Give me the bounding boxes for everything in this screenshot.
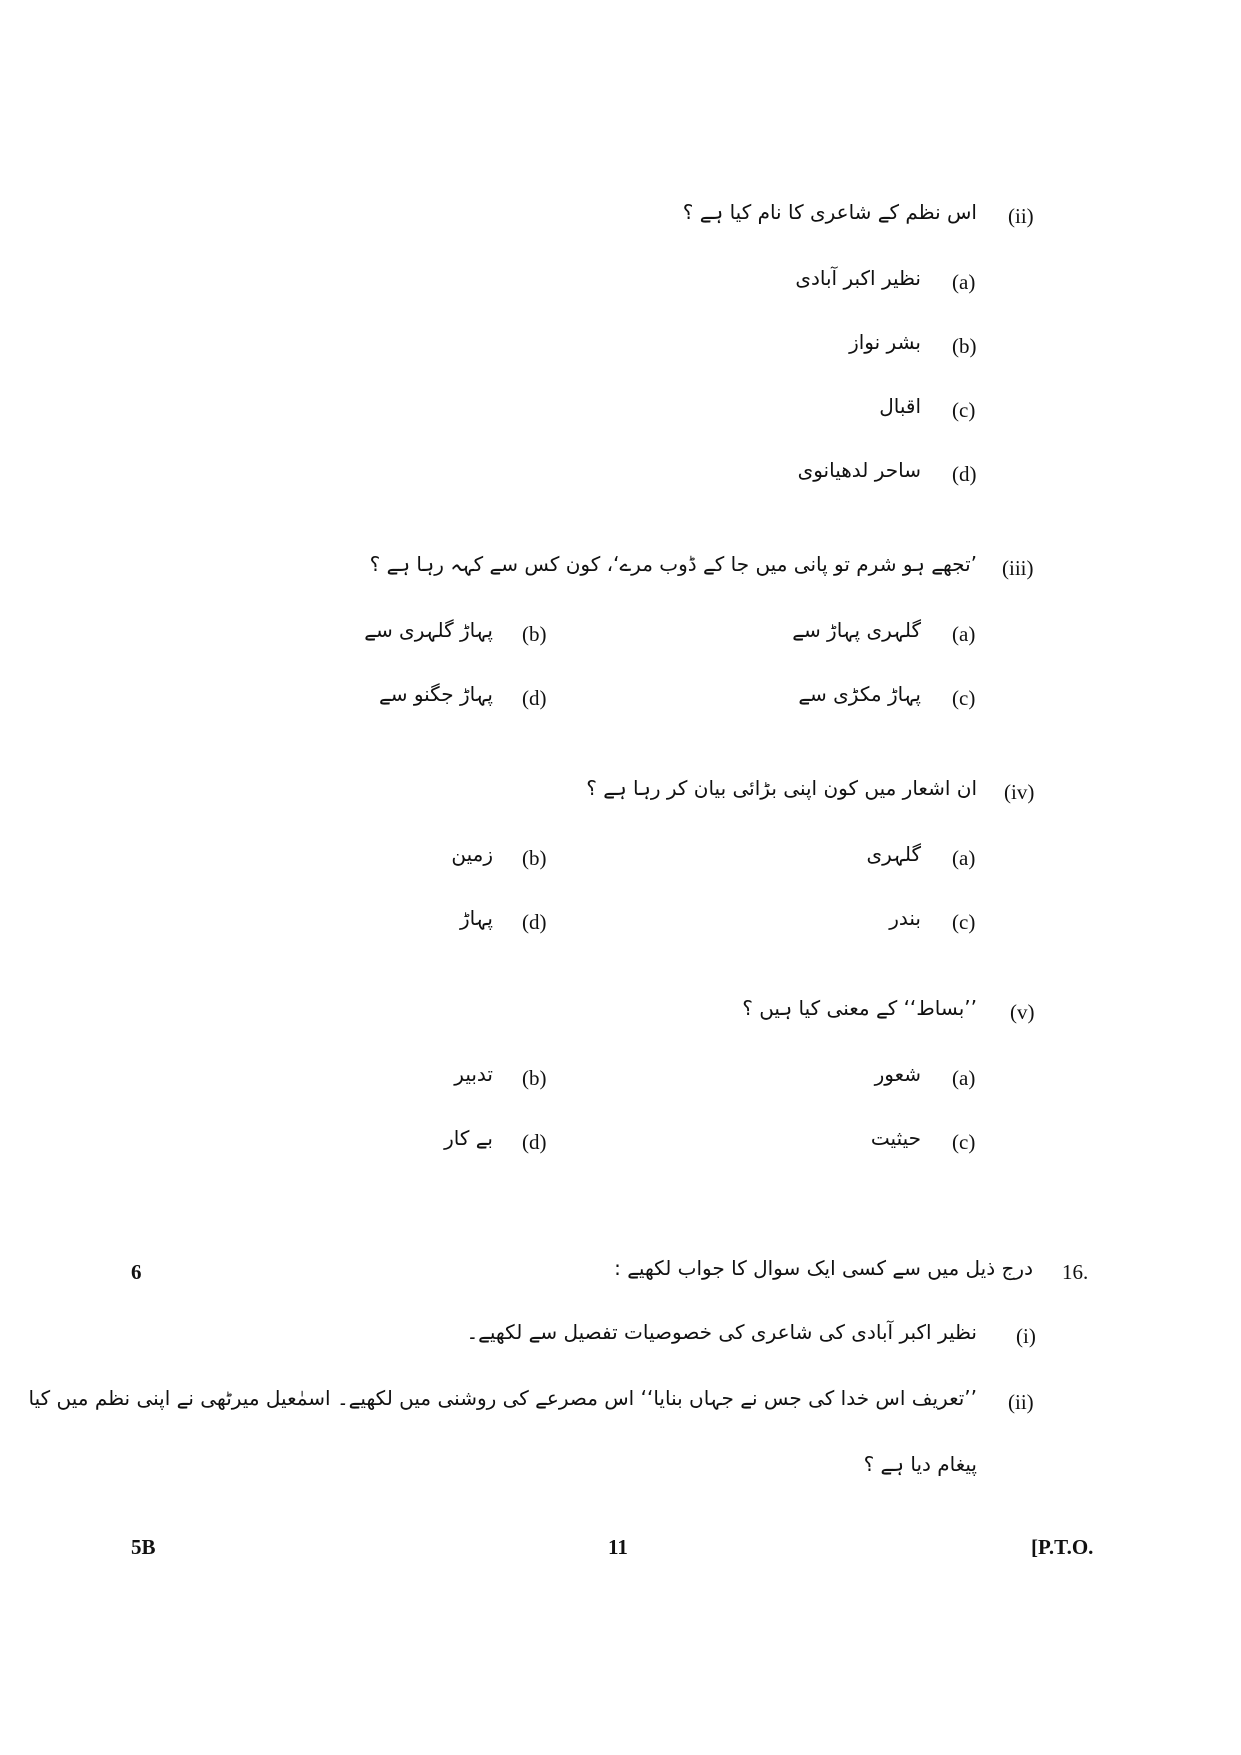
option-label: (b) bbox=[522, 846, 547, 870]
option-text: حیثیت bbox=[870, 1126, 921, 1150]
question-number: (iii) bbox=[1002, 556, 1034, 580]
marks: 6 bbox=[131, 1260, 142, 1284]
question-text: ’’بساط‘‘ کے معنی کیا ہیں ؟ bbox=[742, 996, 977, 1020]
question-number: (iv) bbox=[1004, 780, 1035, 804]
page-number: 11 bbox=[608, 1535, 628, 1559]
option-label: (a) bbox=[952, 622, 976, 646]
pto-label: [P.T.O. bbox=[1031, 1535, 1094, 1559]
option-text: بندر bbox=[889, 906, 921, 930]
option-label: (c) bbox=[952, 1130, 976, 1154]
option-label: (d) bbox=[522, 686, 547, 710]
option-label: (a) bbox=[952, 1066, 976, 1090]
option-text: پہاڑ مکڑی سے bbox=[798, 682, 921, 706]
part-text: ’’تعریف اس خدا کی جس نے جہاں بنایا‘‘ اس مصرعے کی روشنی میں لکھیے۔ اسمٰعیل میرٹھی نے اپنی نظم میں کیا bbox=[28, 1386, 977, 1410]
question-text: ’تجھے ہو شرم تو پانی میں جا کے ڈوب مرے‘، کون کس سے کہہ رہا ہے ؟ bbox=[369, 552, 977, 576]
option-text: بے کار bbox=[444, 1126, 493, 1150]
option-label: (b) bbox=[522, 1066, 547, 1090]
option-label: (c) bbox=[952, 686, 976, 710]
question-number: (v) bbox=[1010, 1000, 1035, 1024]
option-label: (d) bbox=[952, 462, 977, 486]
option-label: (c) bbox=[952, 398, 976, 422]
option-text: نظیر اکبر آبادی bbox=[795, 266, 921, 290]
option-text: بشر نواز bbox=[849, 330, 921, 354]
option-text: گلہری bbox=[866, 842, 921, 866]
question-number: (ii) bbox=[1008, 204, 1034, 228]
question-text: درج ذیل میں سے کسی ایک سوال کا جواب لکھیے : bbox=[614, 1256, 1033, 1280]
part-label: (ii) bbox=[1008, 1390, 1034, 1414]
option-text: پہاڑ جگنو سے bbox=[378, 682, 493, 706]
option-label: (b) bbox=[522, 622, 547, 646]
option-text: زمین bbox=[451, 842, 493, 866]
part-text-continued: پیغام دیا ہے ؟ bbox=[863, 1452, 977, 1476]
question-text: ان اشعار میں کون اپنی بڑائی بیان کر رہا ہے ؟ bbox=[586, 776, 977, 800]
option-text: اقبال bbox=[879, 394, 921, 418]
option-text: ساحر لدھیانوی bbox=[797, 458, 921, 482]
option-label: (a) bbox=[952, 846, 976, 870]
option-text: پہاڑ bbox=[459, 906, 493, 930]
option-text: شعور bbox=[874, 1062, 921, 1086]
part-label: (i) bbox=[1016, 1324, 1036, 1348]
option-text: گلہری پہاڑ سے bbox=[792, 618, 921, 642]
question-number: 16. bbox=[1062, 1260, 1089, 1284]
option-label: (d) bbox=[522, 1130, 547, 1154]
part-text: نظیر اکبر آبادی کی شاعری کی خصوصیات تفصیل سے لکھیے۔ bbox=[466, 1320, 977, 1344]
question-text: اس نظم کے شاعری کا نام کیا ہے ؟ bbox=[682, 200, 977, 224]
option-label: (b) bbox=[952, 334, 977, 358]
option-label: (a) bbox=[952, 270, 976, 294]
option-text: پہاڑ گلہری سے bbox=[364, 618, 493, 642]
option-label: (c) bbox=[952, 910, 976, 934]
option-text: تدبیر bbox=[454, 1062, 493, 1086]
paper-code: 5B bbox=[131, 1535, 156, 1559]
option-label: (d) bbox=[522, 910, 547, 934]
